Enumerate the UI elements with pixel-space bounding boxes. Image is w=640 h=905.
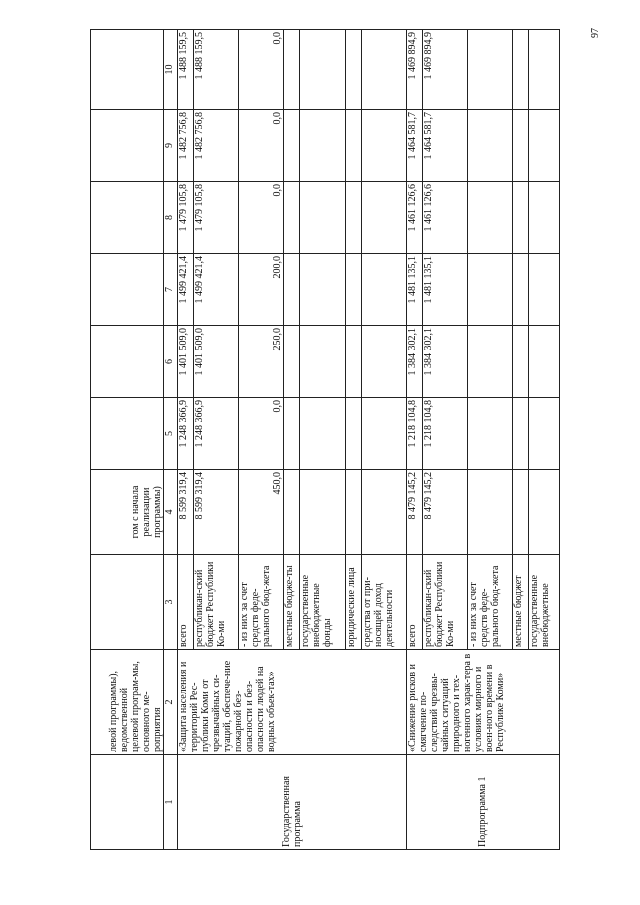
table-body (91, 30, 560, 850)
value-cell: 1 469 894,9 (406, 30, 422, 110)
value-cell: 1 218 104,8 (406, 398, 422, 470)
value-cell (300, 470, 345, 555)
value-cell: 8 479 145,2 (406, 470, 422, 555)
value-cell (345, 182, 361, 254)
value-cell: 1 499 421,4 (193, 254, 238, 326)
header-cell-source (91, 555, 164, 650)
header-cell-name: левой программы), ведомственной целевой програм-мы, основного ме-роприятия (91, 650, 164, 755)
value-cell: 0,0 (239, 30, 284, 110)
value-cell: 1 401 509,0 (193, 326, 238, 398)
column-number: 5 (164, 398, 178, 470)
value-cell: 0,0 (239, 398, 284, 470)
value-cell (468, 398, 513, 470)
program-status-cell: Подпрограмма 1 (406, 755, 559, 850)
header-cell-year (91, 30, 164, 110)
funding-source-cell: республикан-ский бюджет Республики Ко-ми (193, 555, 238, 650)
value-cell (468, 470, 513, 555)
column-number-row (164, 30, 178, 850)
column-number: 9 (164, 110, 178, 182)
column-number: 10 (164, 30, 178, 110)
value-cell: 0,0 (239, 182, 284, 254)
value-cell (513, 326, 529, 398)
funding-source-cell: всего (406, 555, 422, 650)
column-number: 7 (164, 254, 178, 326)
value-cell (468, 326, 513, 398)
value-cell (284, 110, 300, 182)
value-cell: 1 479 105,8 (178, 182, 194, 254)
funding-source-cell: всего (178, 555, 194, 650)
value-cell (300, 110, 345, 182)
table-row (406, 30, 422, 850)
header-cell-status (91, 755, 164, 850)
value-cell (300, 254, 345, 326)
value-cell (284, 470, 300, 555)
value-cell: 1 461 126,6 (406, 182, 422, 254)
value-cell (513, 254, 529, 326)
value-cell (284, 254, 300, 326)
column-number: 8 (164, 182, 178, 254)
value-cell: 1 482 756,8 (193, 110, 238, 182)
column-number: 6 (164, 326, 178, 398)
value-cell (361, 254, 406, 326)
value-cell: 250,0 (239, 326, 284, 398)
value-cell: 1 461 126,6 (422, 182, 467, 254)
budget-table (90, 29, 560, 850)
page-number: 97 (590, 28, 601, 38)
value-cell (468, 30, 513, 110)
value-cell (345, 326, 361, 398)
value-cell (513, 398, 529, 470)
program-name-cell: «Снижение рисков и смягчение по-следствий чрезвы-чайных ситуаций природного и тех-ногенного харак-тера в условиях мирного и воен-ного времени в Республике Коми» (406, 650, 559, 755)
value-cell (468, 110, 513, 182)
funding-source-cell: - из них за счет средств феде-рального бюд-жета (468, 555, 513, 650)
value-cell (468, 254, 513, 326)
value-cell (345, 30, 361, 110)
value-cell (300, 30, 345, 110)
value-cell (361, 326, 406, 398)
value-cell (529, 326, 560, 398)
value-cell: 8 479 145,2 (422, 470, 467, 555)
value-cell (345, 398, 361, 470)
value-cell (284, 182, 300, 254)
header-cell-year (91, 326, 164, 398)
value-cell (300, 326, 345, 398)
value-cell: 1 499 421,4 (178, 254, 194, 326)
header-cell-total: гом с начала реализации программы) (91, 470, 164, 555)
value-cell: 200,0 (239, 254, 284, 326)
program-name-cell: «Защита населения и территорий Рес-публики Коми от чрезвычайных си-туаций, обеспече-ние пожарной без-опасности и без-опасности людей на водных объек-тах» (178, 650, 407, 755)
header-row (91, 30, 164, 850)
value-cell (284, 30, 300, 110)
table-row (178, 30, 194, 850)
value-cell (529, 254, 560, 326)
value-cell: 1 488 159,5 (193, 30, 238, 110)
funding-source-cell: средства от при-носящей доход деятельности (361, 555, 406, 650)
column-number: 2 (164, 650, 178, 755)
value-cell (345, 254, 361, 326)
value-cell (300, 398, 345, 470)
value-cell (529, 470, 560, 555)
funding-source-cell: - из них за счет средств феде-рального бюд-жета (239, 555, 284, 650)
value-cell (361, 110, 406, 182)
value-cell: 1 469 894,9 (422, 30, 467, 110)
header-cell-year (91, 182, 164, 254)
value-cell (529, 182, 560, 254)
value-cell: 1 218 104,8 (422, 398, 467, 470)
value-cell (513, 182, 529, 254)
rotated-table-container (90, 30, 560, 850)
value-cell (513, 110, 529, 182)
header-cell-year (91, 110, 164, 182)
value-cell: 0,0 (239, 110, 284, 182)
value-cell: 1 384 302,1 (422, 326, 467, 398)
column-number: 4 (164, 470, 178, 555)
value-cell (513, 470, 529, 555)
header-cell-year (91, 254, 164, 326)
value-cell: 1 482 756,8 (178, 110, 194, 182)
value-cell: 1 384 302,1 (406, 326, 422, 398)
value-cell (513, 30, 529, 110)
value-cell: 1 248 366,9 (193, 398, 238, 470)
column-number: 3 (164, 555, 178, 650)
funding-source-cell: местные бюджет (513, 555, 529, 650)
value-cell (345, 470, 361, 555)
funding-source-cell: юридические лица (345, 555, 361, 650)
funding-source-cell: государственные внебюджетные фонды (300, 555, 345, 650)
value-cell: 1 481 135,1 (422, 254, 467, 326)
value-cell: 1 248 366,9 (178, 398, 194, 470)
value-cell: 1 401 509,0 (178, 326, 194, 398)
program-status-cell: Государственная программа (178, 755, 407, 850)
value-cell (529, 30, 560, 110)
value-cell (284, 326, 300, 398)
funding-source-cell: местные бюдже-ты (284, 555, 300, 650)
value-cell: 1 488 159,5 (178, 30, 194, 110)
value-cell (300, 182, 345, 254)
value-cell: 1 481 135,1 (406, 254, 422, 326)
value-cell (345, 110, 361, 182)
header-cell-year (91, 398, 164, 470)
funding-source-cell: республикан-ский бюджет Республики Ко-ми (422, 555, 467, 650)
value-cell: 1 479 105,8 (193, 182, 238, 254)
value-cell: 8 599 319,4 (193, 470, 238, 555)
value-cell (468, 182, 513, 254)
value-cell: 450,0 (239, 470, 284, 555)
funding-source-cell: государственные внебюджетные (529, 555, 560, 650)
value-cell: 8 599 319,4 (178, 470, 194, 555)
value-cell: 1 464 581,7 (422, 110, 467, 182)
value-cell (529, 110, 560, 182)
value-cell (361, 398, 406, 470)
value-cell: 1 464 581,7 (406, 110, 422, 182)
value-cell (284, 398, 300, 470)
value-cell (529, 398, 560, 470)
value-cell (361, 30, 406, 110)
value-cell (361, 182, 406, 254)
column-number: 1 (164, 755, 178, 850)
value-cell (361, 470, 406, 555)
